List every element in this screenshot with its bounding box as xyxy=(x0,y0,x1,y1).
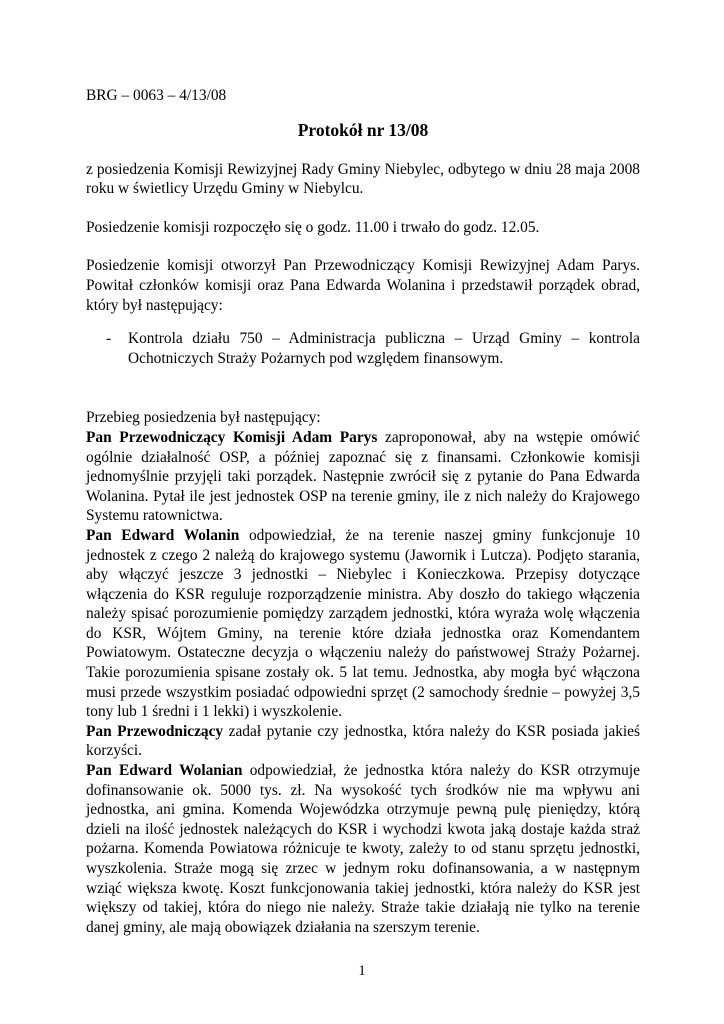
statement-4 xyxy=(86,761,640,937)
opening-paragraph: Posiedzenie komisji otworzył Pan Przewodniczący Komisji Rewizyjnej Adam Parys. Powitał członków komisji oraz Pana Edwarda Wolanina i przedstawił porządek obrad, który był następujący: xyxy=(86,257,640,314)
statement-3 xyxy=(86,722,640,761)
statement-text: zadał pytanie czy jednostka, która należy do KSR posiada jakieś korzyści. xyxy=(86,722,640,760)
agenda-bullet: - xyxy=(106,330,112,348)
agenda-item xyxy=(86,329,640,368)
document-title: Protokół nr 13/08 xyxy=(297,119,429,140)
statement-text: zaproponował, aby na wstępie omówić ogólnie działalność OSP, a później zapoznać się z finansami. Członkowie komisji jednomyślnie przyjęli taki porządek. Następnie zwrócił się z pytanie do Pana Edwarda Wolanina. Pytał ile jest jednostek OSP na terenie gminy, ile z nich należy do Krajowego Systemu ratownictwa. xyxy=(86,428,640,525)
speaker-name: Pan Przewodniczący xyxy=(86,722,224,740)
statement-2 xyxy=(86,526,640,722)
agenda-list xyxy=(86,329,640,368)
intro-paragraph: z posiedzenia Komisji Rewizyjnej Rady Gminy Niebylec, odbytego w dniu 28 maja 2008 roku w świetlicy Urzędu Gminy w Niebylcu. xyxy=(86,160,640,198)
time-paragraph: Posiedzenie komisji rozpoczęło się o godz. 11.00 i trwało do godz. 12.05. xyxy=(86,218,540,236)
proceedings-heading: Przebieg posiedzenia był następujący: xyxy=(86,409,321,427)
document-reference: BRG – 0063 – 4/13/08 xyxy=(86,87,227,104)
speaker-name: Pan Edward Wolanian xyxy=(86,762,243,780)
page-number: 1 xyxy=(358,963,366,979)
speaker-name: Pan Edward Wolanin xyxy=(86,526,240,544)
statement-text: odpowiedział, że jednostka która należy do KSR otrzymuje dofinansowanie ok. 5000 tys. zł. Na wysokość tych środków nie ma wpływu ani jednostka, ani gmina. Komenda Wojewódzka otrzymuje pewną pulę pieniędzy, którą dzieli na ilość jednostek należących do KSR i wychodzi kwota jaką dostaje każda straż pożarna. Komenda Powiatowa różnicuje te kwoty, zależy to od stanu sprzętu jednostki, wyszkolenia. Straże mogą się zrzec w jednym roku dofinansowania, a w następnym wziąć większa kwotę. Koszt funkcjonowania takiej jednostki, która należy do KSR jest większy od takiej, która do niego nie należy. Straże takie działają nie tylko na terenie danej gminy, ale mają obowiązek działania na szerszym terenie. xyxy=(86,762,640,936)
proceedings-section xyxy=(86,408,640,937)
speaker-name: Pan Przewodniczący Komisji Adam Parys xyxy=(86,428,378,446)
statement-1 xyxy=(86,428,640,526)
document-page xyxy=(86,86,640,937)
statement-text: odpowiedział, że na terenie naszej gminy funkcjonuje 10 jednostek z czego 2 należą do krajowego systemu (Jawornik i Lutcza). Podjęto starania, aby włączyć jeszcze 3 jednostki – Niebylec i Konieczkowa. Przepisy dotyczące włączenia do KSR reguluje rozporządzenie ministra. Aby doszło do takiego włączenia należy spisać porozumienie pomiędzy zarządem jednostki, która wyraża wolę włączenia do KSR, Wójtem Gminy, na terenie które działa jednostka oraz Komendantem Powiatowym. Ostateczne decyzja o włączeniu należy do państwowej Straży Pożarnej. Takie porozumienia spisane zostały ok. 5 lat temu. Jednostka, aby mogła być włączona musi przede wszystkim posiadać odpowiedni sprzęt (2 samochody średnie – powyżej 3,5 tony lub 1 średni i 1 lekki) i wyszkolenie. xyxy=(86,526,640,721)
agenda-item-text: Kontrola działu 750 – Administracja publiczna – Urząd Gminy – kontrola Ochotniczych Straży Pożarnych pod względem finansowym. xyxy=(128,330,640,367)
